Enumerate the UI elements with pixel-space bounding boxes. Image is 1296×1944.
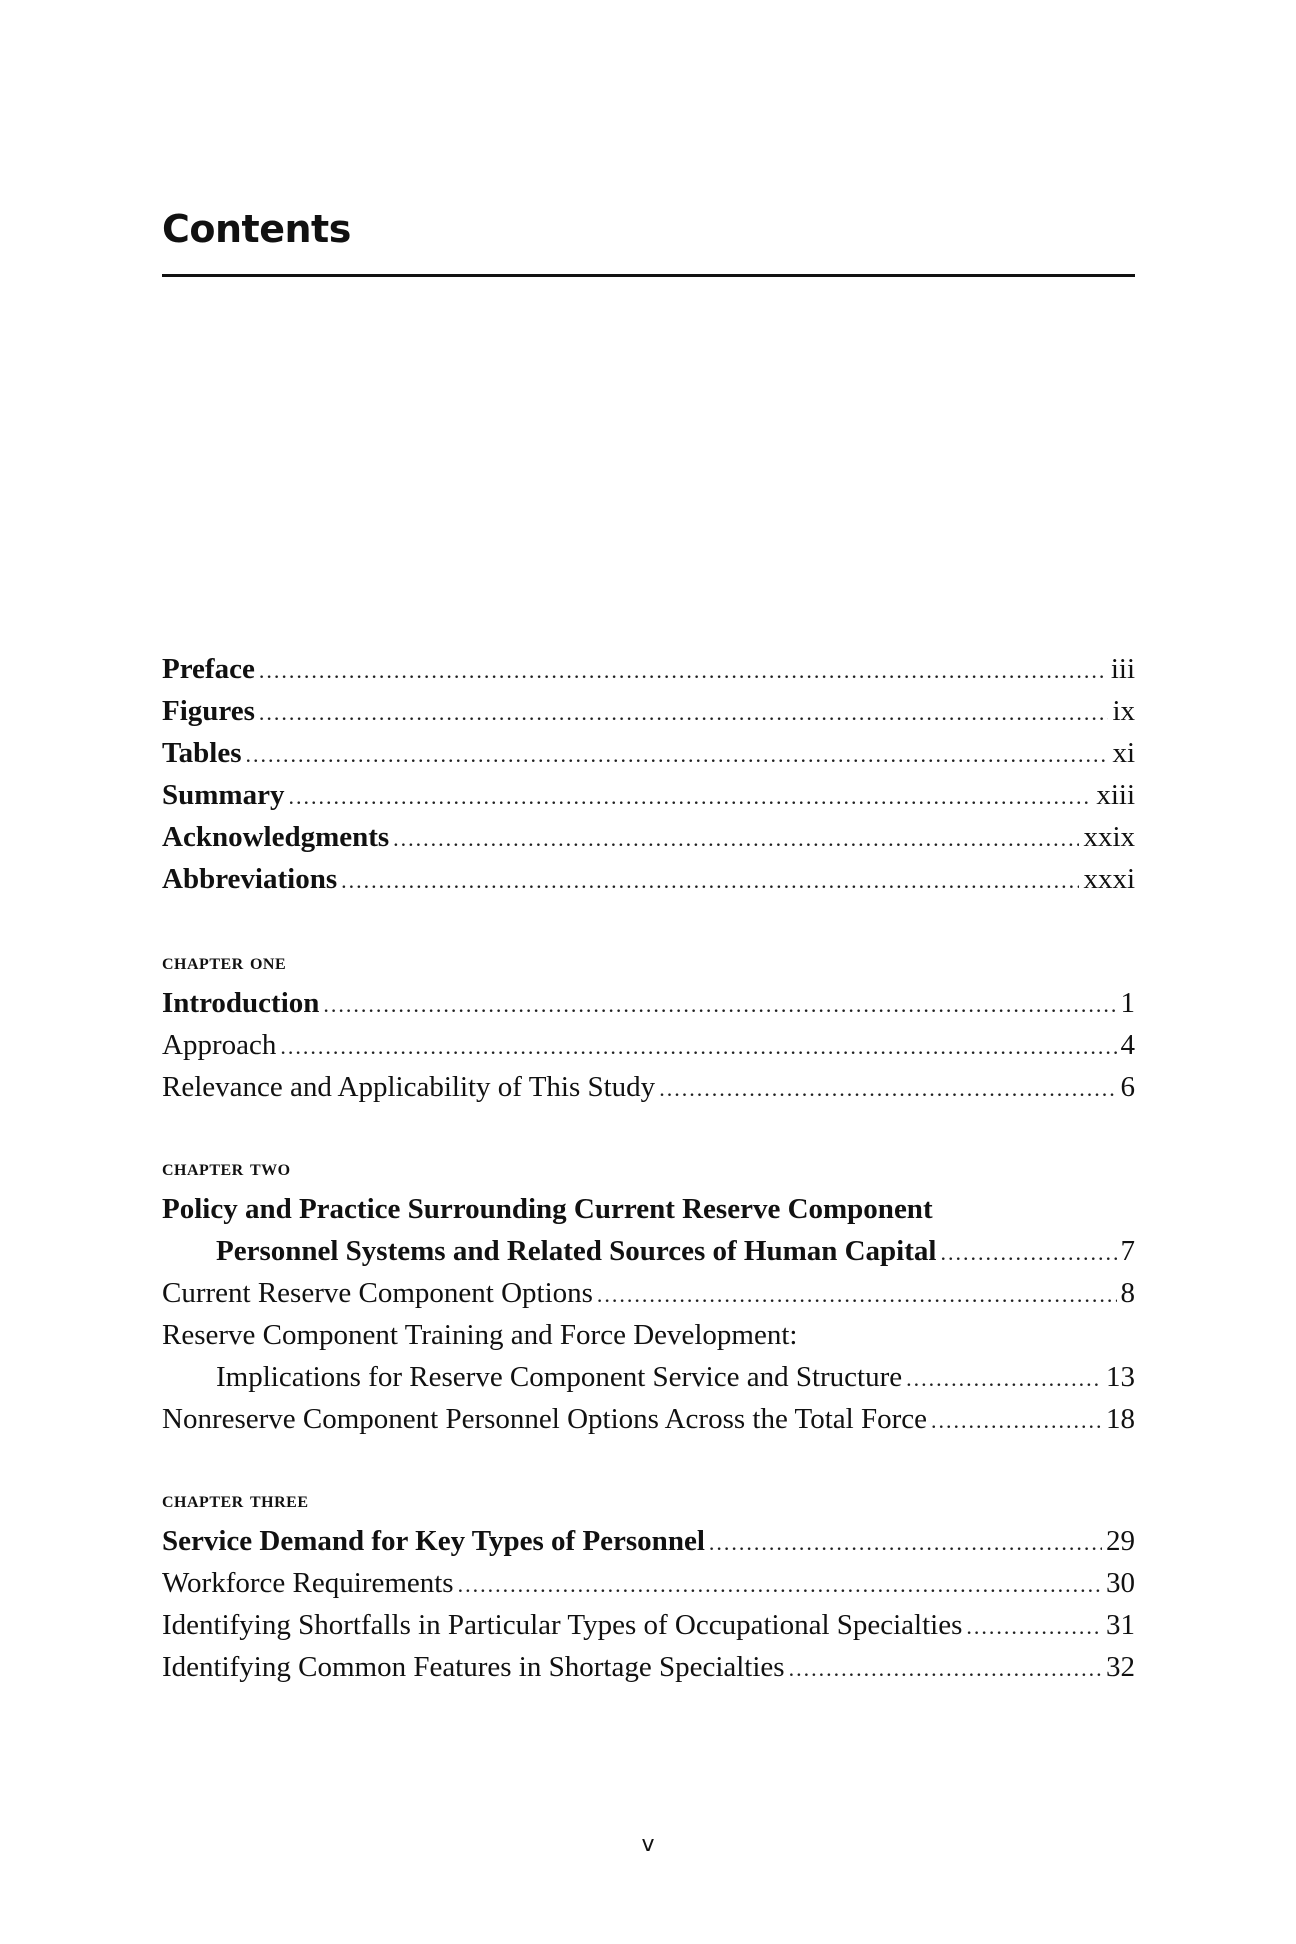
chapter-label: chapter one [162, 949, 287, 974]
dot-leader [280, 1026, 1116, 1068]
toc-page-number: 8 [1120, 1277, 1135, 1309]
toc-entry-label: Current Reserve Component Options [162, 1277, 593, 1309]
toc-entry-section[interactable] [162, 1562, 1135, 1604]
dot-leader [931, 1400, 1102, 1442]
toc-entry-label: Abbreviations [162, 863, 338, 895]
page-title: Contents [162, 207, 351, 251]
table-of-contents [162, 648, 1135, 1688]
toc-page-number: 13 [1106, 1361, 1135, 1393]
toc-entry-section-line[interactable]: Reserve Component Training and Force Development: [162, 1319, 798, 1351]
dot-leader [246, 734, 1109, 776]
toc-page-number: 31 [1106, 1609, 1135, 1641]
toc-entry-label: Summary [162, 779, 285, 811]
title-rule [162, 274, 1135, 277]
toc-entry-label: Relevance and Applicability of This Study [162, 1071, 656, 1103]
dot-leader [659, 1068, 1116, 1110]
toc-entry-label: Service Demand for Key Types of Personnel [162, 1525, 705, 1557]
toc-entry-label: Identifying Shortfalls in Particular Types of Occupational Specialties [162, 1609, 963, 1641]
toc-entry-section[interactable] [162, 1604, 1135, 1646]
toc-entry-label: Introduction [162, 987, 320, 1019]
toc-page-number: 6 [1120, 1071, 1135, 1103]
toc-entry-chapter-title[interactable] [162, 982, 1135, 1024]
toc-entry-section[interactable] [162, 1272, 1135, 1314]
toc-page-number: 29 [1106, 1525, 1135, 1557]
toc-page-number: iii [1110, 653, 1135, 685]
dot-leader [288, 776, 1092, 818]
dot-leader [597, 1274, 1117, 1316]
chapter-label: chapter two [162, 1155, 291, 1180]
chapter-label: chapter three [162, 1487, 309, 1512]
toc-entry-preface[interactable] [162, 648, 1135, 690]
toc-entry-label: Implications for Reserve Component Service and Structure [216, 1361, 903, 1393]
toc-entry-label: Approach [162, 1029, 277, 1061]
toc-entry-section[interactable] [162, 1066, 1135, 1108]
toc-entry-section[interactable] [162, 1356, 1135, 1398]
toc-entry-abbreviations[interactable] [162, 858, 1135, 900]
toc-entry-label: Tables [162, 737, 242, 769]
toc-entry-label: Workforce Requirements [162, 1567, 454, 1599]
toc-page-number: 4 [1120, 1029, 1135, 1061]
dot-leader [259, 650, 1107, 692]
dot-leader [259, 692, 1109, 734]
toc-entry-chapter-title-line[interactable]: Policy and Practice Surrounding Current Reserve Component [162, 1193, 933, 1225]
toc-entry-label: Acknowledgments [162, 821, 390, 853]
page-folio: v [641, 1832, 655, 1857]
dot-leader [393, 818, 1079, 860]
toc-page-number: 1 [1120, 987, 1135, 1019]
toc-entry-label: Preface [162, 653, 255, 685]
toc-entry-chapter-title[interactable] [162, 1230, 1135, 1272]
toc-page-number: xiii [1096, 779, 1135, 811]
toc-entry-section[interactable] [162, 1398, 1135, 1440]
dot-leader [709, 1522, 1102, 1564]
toc-page-number: 30 [1106, 1567, 1135, 1599]
dot-leader [323, 984, 1116, 1026]
toc-page-number: 18 [1106, 1403, 1135, 1435]
toc-page-number: xi [1112, 737, 1135, 769]
toc-page-number: ix [1112, 695, 1135, 727]
toc-entry-label: Nonreserve Component Personnel Options Across the Total Force [162, 1403, 928, 1435]
toc-page-number: 32 [1106, 1651, 1135, 1683]
toc-entry-label: Identifying Common Features in Shortage Specialties [162, 1651, 785, 1683]
toc-entry-section[interactable] [162, 1024, 1135, 1066]
toc-entry-section[interactable] [162, 1646, 1135, 1688]
toc-entry-chapter-title[interactable] [162, 1520, 1135, 1562]
toc-entry-figures[interactable] [162, 690, 1135, 732]
toc-page-number: xxix [1083, 821, 1135, 853]
toc-entry-summary[interactable] [162, 774, 1135, 816]
toc-page-number: 7 [1120, 1235, 1135, 1267]
dot-leader [966, 1606, 1102, 1648]
toc-entry-tables[interactable] [162, 732, 1135, 774]
toc-entry-label: Personnel Systems and Related Sources of Human Capital [216, 1235, 937, 1267]
toc-entry-acknowledgments[interactable] [162, 816, 1135, 858]
dot-leader [906, 1358, 1102, 1400]
toc-page-number: xxxi [1083, 863, 1135, 895]
dot-leader [940, 1232, 1116, 1274]
toc-entry-label: Figures [162, 695, 255, 727]
dot-leader [341, 860, 1079, 902]
dot-leader [458, 1564, 1102, 1606]
dot-leader [789, 1648, 1102, 1690]
